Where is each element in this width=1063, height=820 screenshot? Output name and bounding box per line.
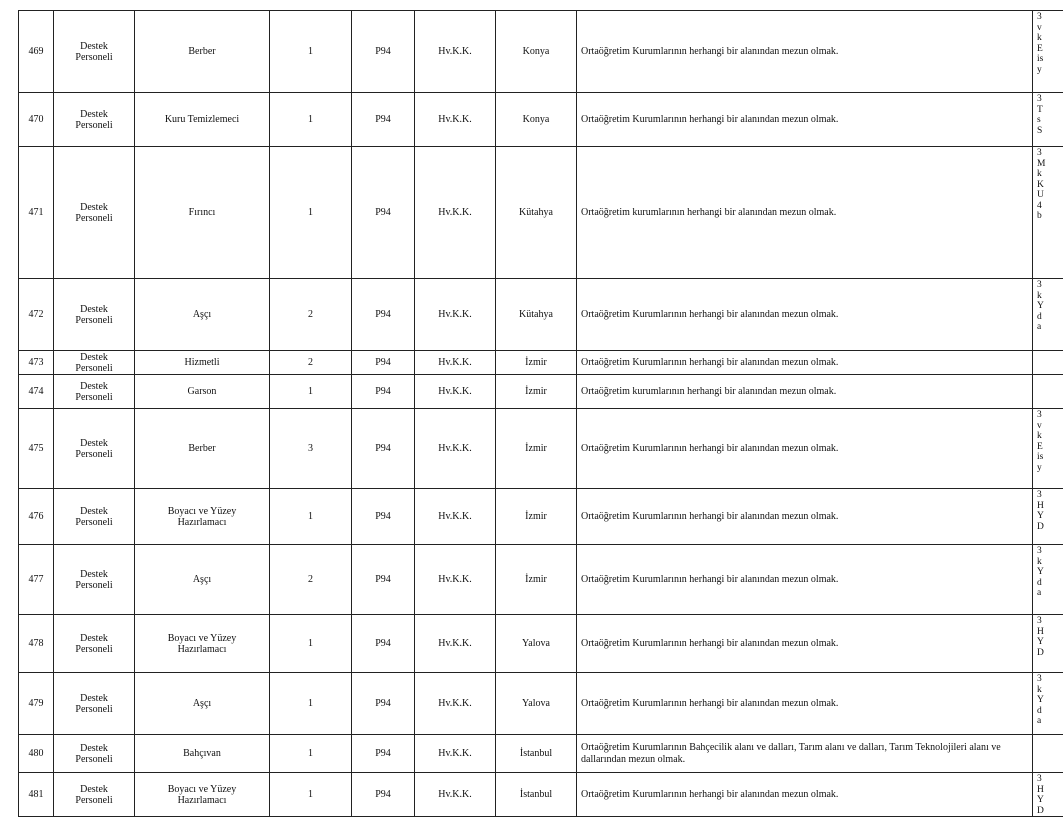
position-code: P94 — [352, 409, 415, 489]
note-cell: 3 H Y D — [1033, 615, 1063, 673]
note-cell: 3 k Y d a — [1033, 673, 1063, 735]
requirement-cell: Ortaöğretim Kurumlarının herhangi bir alanından mezun olmak. — [577, 545, 1033, 615]
category-cell: Destek Personeli — [54, 279, 135, 351]
position-count: 1 — [270, 11, 352, 93]
category-cell: Destek Personeli — [54, 409, 135, 489]
row-number: 478 — [19, 615, 54, 673]
table-row — [19, 351, 1063, 375]
table-row — [19, 735, 1063, 773]
row-number: 477 — [19, 545, 54, 615]
row-number: 473 — [19, 351, 54, 375]
position-count: 3 — [270, 409, 352, 489]
position-count: 1 — [270, 147, 352, 279]
category-cell: Destek Personeli — [54, 773, 135, 817]
city-cell: İstanbul — [496, 735, 577, 773]
position-count: 1 — [270, 489, 352, 545]
position-title: Boyacı ve Yüzey Hazırlamacı — [135, 615, 270, 673]
position-code: P94 — [352, 735, 415, 773]
position-title: Aşçı — [135, 279, 270, 351]
table-row — [19, 409, 1063, 489]
position-count: 2 — [270, 279, 352, 351]
city-cell: Yalova — [496, 615, 577, 673]
unit-cell: Hv.K.K. — [415, 545, 496, 615]
city-cell: Konya — [496, 93, 577, 147]
requirement-cell: Ortaöğretim Kurumlarının herhangi bir alanından mezun olmak. — [577, 673, 1033, 735]
position-title: Bahçıvan — [135, 735, 270, 773]
position-code: P94 — [352, 147, 415, 279]
note-cell — [1033, 735, 1063, 773]
position-title: Aşçı — [135, 673, 270, 735]
category-cell: Destek Personeli — [54, 11, 135, 93]
personnel-table — [18, 10, 1063, 817]
unit-cell: Hv.K.K. — [415, 351, 496, 375]
position-code: P94 — [352, 351, 415, 375]
table-row — [19, 615, 1063, 673]
position-code: P94 — [352, 11, 415, 93]
city-cell: İzmir — [496, 351, 577, 375]
city-cell: İzmir — [496, 409, 577, 489]
city-cell: Yalova — [496, 673, 577, 735]
category-cell: Destek Personeli — [54, 735, 135, 773]
position-count: 1 — [270, 673, 352, 735]
position-title: Kuru Temizlemeci — [135, 93, 270, 147]
row-number: 474 — [19, 375, 54, 409]
city-cell: Kütahya — [496, 279, 577, 351]
unit-cell: Hv.K.K. — [415, 147, 496, 279]
position-count: 1 — [270, 735, 352, 773]
city-cell: İzmir — [496, 489, 577, 545]
row-number: 472 — [19, 279, 54, 351]
position-count: 1 — [270, 615, 352, 673]
requirement-cell: Ortaöğretim kurumlarının herhangi bir alanından mezun olmak. — [577, 375, 1033, 409]
note-cell: 3 H Y D — [1033, 773, 1063, 817]
unit-cell: Hv.K.K. — [415, 375, 496, 409]
category-cell: Destek Personeli — [54, 545, 135, 615]
position-title: Aşçı — [135, 545, 270, 615]
row-number: 471 — [19, 147, 54, 279]
position-code: P94 — [352, 673, 415, 735]
requirement-cell: Ortaöğretim Kurumlarının Bahçecilik alanı ve dalları, Tarım alanı ve dalları, Tarım Teknolojileri alanı ve dallarından mezun olmak. — [577, 735, 1033, 773]
category-cell: Destek Personeli — [54, 93, 135, 147]
row-number: 470 — [19, 93, 54, 147]
note-cell: 3 v k E is y — [1033, 11, 1063, 93]
note-cell: 3 H Y D — [1033, 489, 1063, 545]
row-number: 475 — [19, 409, 54, 489]
city-cell: Konya — [496, 11, 577, 93]
category-cell: Destek Personeli — [54, 375, 135, 409]
position-title: Garson — [135, 375, 270, 409]
position-code: P94 — [352, 279, 415, 351]
position-title: Berber — [135, 11, 270, 93]
unit-cell: Hv.K.K. — [415, 673, 496, 735]
unit-cell: Hv.K.K. — [415, 11, 496, 93]
note-cell — [1033, 375, 1063, 409]
note-cell — [1033, 351, 1063, 375]
unit-cell: Hv.K.K. — [415, 735, 496, 773]
table-row — [19, 11, 1063, 93]
row-number: 481 — [19, 773, 54, 817]
requirement-cell: Ortaöğretim Kurumlarının herhangi bir alanından mezun olmak. — [577, 409, 1033, 489]
row-number: 469 — [19, 11, 54, 93]
note-cell: 3 v k E is y — [1033, 409, 1063, 489]
position-title: Fırıncı — [135, 147, 270, 279]
category-cell: Destek Personeli — [54, 673, 135, 735]
position-count: 1 — [270, 375, 352, 409]
row-number: 476 — [19, 489, 54, 545]
position-code: P94 — [352, 545, 415, 615]
position-code: P94 — [352, 489, 415, 545]
unit-cell: Hv.K.K. — [415, 409, 496, 489]
note-cell: 3 k Y d a — [1033, 279, 1063, 351]
position-code: P94 — [352, 93, 415, 147]
city-cell: İzmir — [496, 545, 577, 615]
table-row — [19, 279, 1063, 351]
position-code: P94 — [352, 773, 415, 817]
position-code: P94 — [352, 375, 415, 409]
row-number: 479 — [19, 673, 54, 735]
table-row — [19, 545, 1063, 615]
note-cell: 3 T s S — [1033, 93, 1063, 147]
table-body — [19, 11, 1063, 817]
category-cell: Destek Personeli — [54, 615, 135, 673]
requirement-cell: Ortaöğretim Kurumlarının herhangi bir alanından mezun olmak. — [577, 351, 1033, 375]
city-cell: Kütahya — [496, 147, 577, 279]
requirement-cell: Ortaöğretim Kurumlarının herhangi bir alanından mezun olmak. — [577, 11, 1033, 93]
unit-cell: Hv.K.K. — [415, 615, 496, 673]
note-cell: 3 M k K U 4 b — [1033, 147, 1063, 279]
position-title: Boyacı ve Yüzey Hazırlamacı — [135, 489, 270, 545]
unit-cell: Hv.K.K. — [415, 93, 496, 147]
unit-cell: Hv.K.K. — [415, 279, 496, 351]
city-cell: İstanbul — [496, 773, 577, 817]
position-title: Boyacı ve Yüzey Hazırlamacı — [135, 773, 270, 817]
requirement-cell: Ortaöğretim Kurumlarının herhangi bir alanından mezun olmak. — [577, 489, 1033, 545]
row-number: 480 — [19, 735, 54, 773]
position-count: 1 — [270, 93, 352, 147]
requirement-cell: Ortaöğretim Kurumlarının herhangi bir alanından mezun olmak. — [577, 279, 1033, 351]
note-cell: 3 k Y d a — [1033, 545, 1063, 615]
position-count: 1 — [270, 773, 352, 817]
table-row — [19, 147, 1063, 279]
position-title: Berber — [135, 409, 270, 489]
requirement-cell: Ortaöğretim Kurumlarının herhangi bir alanından mezun olmak. — [577, 773, 1033, 817]
category-cell: Destek Personeli — [54, 351, 135, 375]
unit-cell: Hv.K.K. — [415, 773, 496, 817]
requirement-cell: Ortaöğretim Kurumlarının herhangi bir alanından mezun olmak. — [577, 93, 1033, 147]
position-title: Hizmetli — [135, 351, 270, 375]
table-row — [19, 773, 1063, 817]
category-cell: Destek Personeli — [54, 147, 135, 279]
category-cell: Destek Personeli — [54, 489, 135, 545]
requirement-cell: Ortaöğretim Kurumlarının herhangi bir alanından mezun olmak. — [577, 615, 1033, 673]
table-row — [19, 375, 1063, 409]
unit-cell: Hv.K.K. — [415, 489, 496, 545]
requirement-cell: Ortaöğretim kurumlarının herhangi bir alanından mezun olmak. — [577, 147, 1033, 279]
table-row — [19, 93, 1063, 147]
position-count: 2 — [270, 351, 352, 375]
city-cell: İzmir — [496, 375, 577, 409]
position-count: 2 — [270, 545, 352, 615]
table-row — [19, 673, 1063, 735]
table-row — [19, 489, 1063, 545]
position-code: P94 — [352, 615, 415, 673]
